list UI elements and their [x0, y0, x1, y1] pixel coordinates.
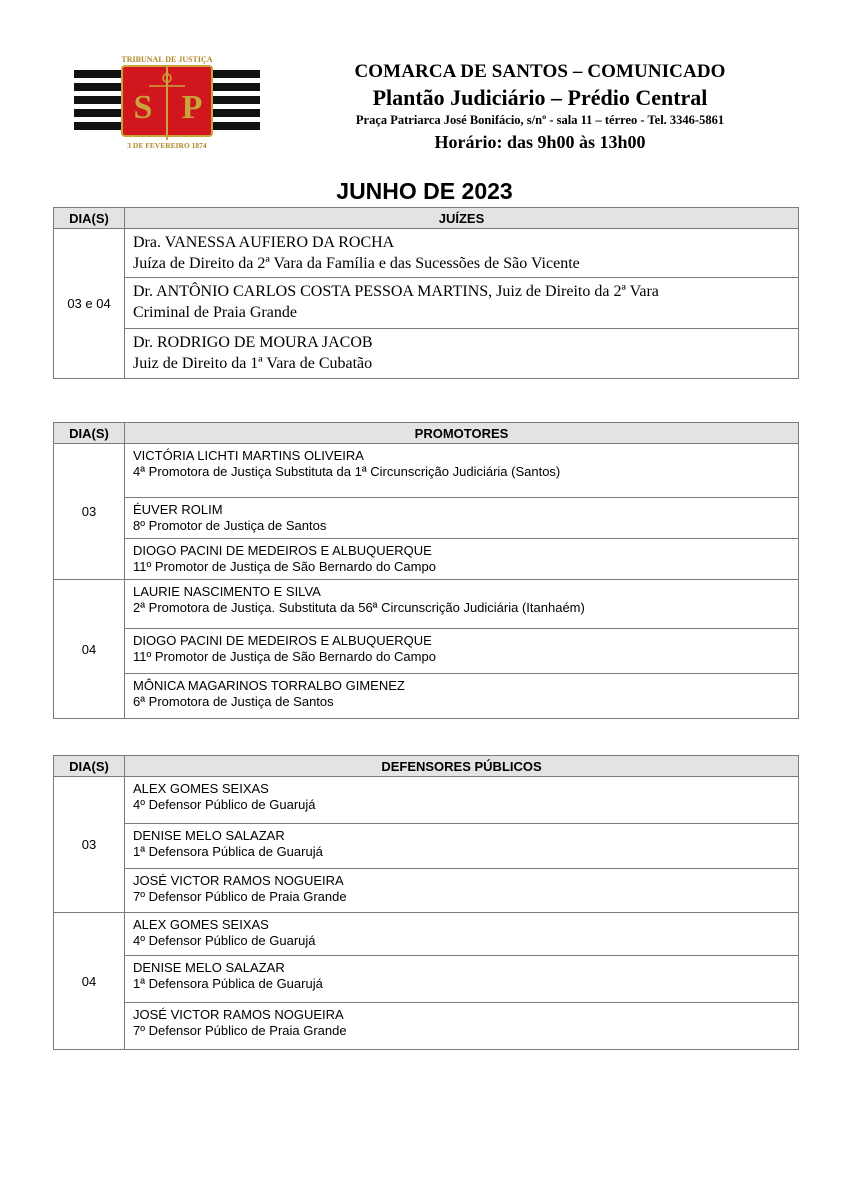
person-cell — [125, 869, 799, 913]
logo-letter-p: P — [181, 89, 203, 126]
header-hours: Horário: das 9h00 às 13h00 — [434, 132, 646, 152]
person-role: 7º Defensor Público de Praia Grande — [133, 889, 347, 904]
table-row — [54, 278, 799, 329]
table-row — [54, 229, 799, 278]
header-subtitle: Plantão Judiciário – Prédio Central — [372, 85, 708, 110]
person-cell — [125, 824, 799, 869]
logo-letter-s: S — [133, 89, 153, 126]
table-row — [54, 869, 799, 913]
day-cell: 04 — [54, 580, 125, 719]
table-header-row — [54, 756, 799, 777]
person-cell — [125, 777, 799, 824]
person-cell — [125, 329, 799, 379]
day-cell: 03 — [54, 444, 125, 580]
logo-bottom-text: 3 DE FEVEREIRO 1874 — [127, 141, 207, 150]
header-block — [290, 60, 790, 155]
table-row — [54, 629, 799, 674]
person-name: JOSÉ VICTOR RAMOS NOGUEIRA — [133, 873, 344, 888]
day-cell: 03 e 04 — [54, 229, 125, 379]
column-header-defenders: DEFENSORES PÚBLICOS — [125, 756, 799, 777]
person-cell — [125, 444, 799, 498]
person-name: DIOGO PACINI DE MEDEIROS E ALBUQUERQUE — [133, 633, 432, 648]
table-row — [54, 674, 799, 719]
table-row — [54, 1003, 799, 1050]
column-header-prosecutors: PROMOTORES — [125, 423, 799, 444]
header-address: Praça Patriarca José Bonifácio, s/nº - sala 11 – térreo - Tel. 3346-5861 — [355, 113, 725, 127]
person-name: MÔNICA MAGARINOS TORRALBO GIMENEZ — [133, 678, 405, 693]
person-role: 8º Promotor de Justiça de Santos — [133, 518, 327, 533]
person-cell — [125, 580, 799, 629]
person-role: 11º Promotor de Justiça de São Bernardo do Campo — [133, 559, 436, 574]
prosecutors-table — [53, 422, 799, 719]
person-name: Dra. VANESSA AUFIERO DA ROCHA — [133, 234, 395, 251]
person-name: DENISE MELO SALAZAR — [133, 960, 285, 975]
person-role: 4ª Promotora de Justiça Substituta da 1ª Circunscrição Judiciária (Santos) — [133, 464, 561, 479]
person-cell — [125, 229, 799, 278]
person-name: ALEX GOMES SEIXAS — [133, 781, 269, 796]
person-cell — [125, 1003, 799, 1050]
person-cell — [125, 629, 799, 674]
day-cell: 04 — [54, 913, 125, 1050]
table-row — [54, 777, 799, 824]
defenders-table — [53, 755, 799, 1050]
logo-top-text: TRIBUNAL DE JUSTIÇA — [121, 55, 213, 64]
judges-table — [53, 207, 799, 379]
table-row — [54, 444, 799, 498]
person-role: 6ª Promotora de Justiça de Santos — [133, 694, 334, 709]
person-role: 11º Promotor de Justiça de São Bernardo do Campo — [133, 649, 436, 664]
column-header-day: DIA(S) — [54, 423, 125, 444]
person-cell — [125, 913, 799, 956]
person-role: 4º Defensor Público de Guarujá — [133, 933, 316, 948]
table-row — [54, 539, 799, 580]
person-cell — [125, 956, 799, 1003]
table-header-row — [54, 423, 799, 444]
table-row — [54, 824, 799, 869]
person-name: DENISE MELO SALAZAR — [133, 828, 285, 843]
person-role: Criminal de Praia Grande — [133, 304, 297, 321]
person-role: 2ª Promotora de Justiça. Substituta da 56ª Circunscrição Judiciária (Itanhaém) — [133, 600, 585, 615]
table-row — [54, 913, 799, 956]
month-title: JUNHO DE 2023 — [336, 178, 513, 204]
tribunal-logo — [74, 52, 260, 152]
header-title: COMARCA DE SANTOS – COMUNICADO — [354, 61, 726, 82]
person-name: VICTÓRIA LICHTI MARTINS OLIVEIRA — [133, 448, 364, 463]
person-name: Dr. ANTÔNIO CARLOS COSTA PESSOA MARTINS, Juiz de Direito da 2ª Vara — [133, 283, 659, 300]
column-header-judges: JUÍZES — [125, 208, 799, 229]
person-name: Dr. RODRIGO DE MOURA JACOB — [133, 334, 373, 351]
column-header-day: DIA(S) — [54, 208, 125, 229]
person-role: 7º Defensor Público de Praia Grande — [133, 1023, 347, 1038]
person-name: JOSÉ VICTOR RAMOS NOGUEIRA — [133, 1007, 344, 1022]
table-row — [54, 498, 799, 539]
day-cell: 03 — [54, 777, 125, 913]
person-role: 4º Defensor Público de Guarujá — [133, 797, 316, 812]
person-role: Juiz de Direito da 1ª Vara de Cubatão — [133, 355, 373, 372]
table-row — [54, 956, 799, 1003]
table-header-row — [54, 208, 799, 229]
person-role: Juíza de Direito da 2ª Vara da Família e das Sucessões de São Vicente — [133, 255, 580, 272]
person-role: 1ª Defensora Pública de Guarujá — [133, 844, 323, 859]
person-cell — [125, 498, 799, 539]
person-cell — [125, 674, 799, 719]
person-name: DIOGO PACINI DE MEDEIROS E ALBUQUERQUE — [133, 543, 432, 558]
column-header-day: DIA(S) — [54, 756, 125, 777]
table-row — [54, 580, 799, 629]
person-role: 1ª Defensora Pública de Guarujá — [133, 976, 323, 991]
person-name: ALEX GOMES SEIXAS — [133, 917, 269, 932]
person-name: ÉUVER ROLIM — [133, 502, 223, 517]
person-cell — [125, 539, 799, 580]
person-name: LAURIE NASCIMENTO E SILVA — [133, 584, 321, 599]
person-cell — [125, 278, 799, 329]
table-row — [54, 329, 799, 379]
